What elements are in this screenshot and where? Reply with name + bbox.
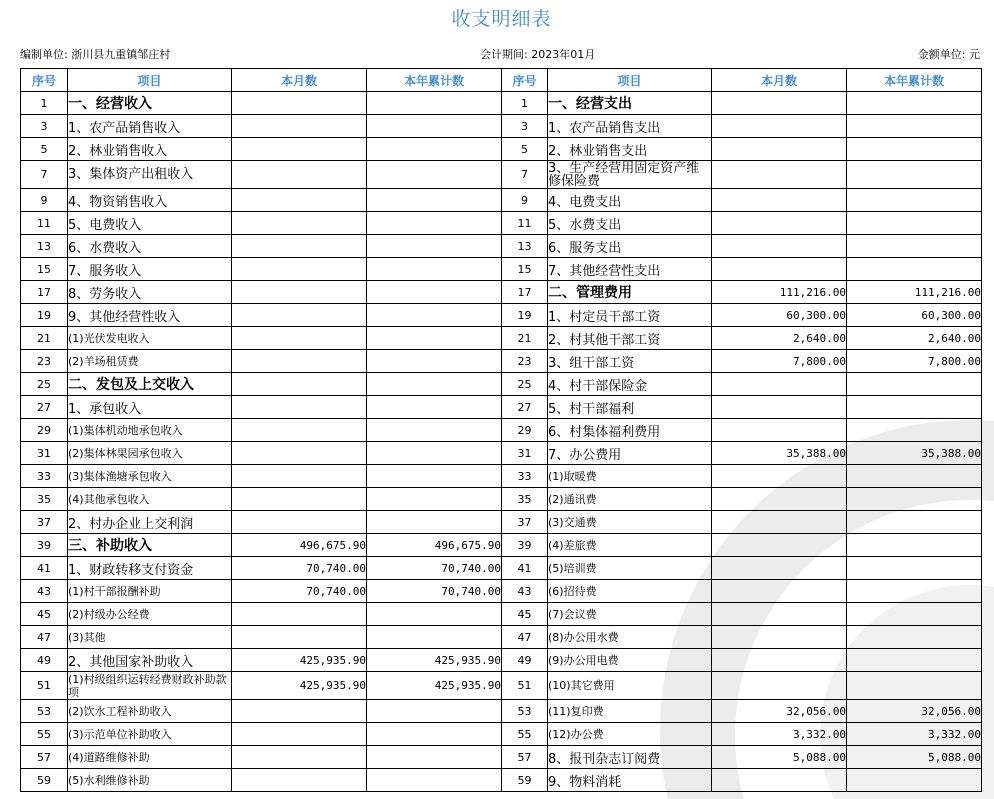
right-month-amount: 111,216.00 <box>712 281 847 304</box>
right-ytd-amount <box>847 373 982 396</box>
left-item-cell: (3)示范单位补助收入 <box>68 723 232 746</box>
table-row <box>21 115 982 138</box>
table-row <box>21 488 982 511</box>
right-month-amount <box>712 419 847 442</box>
right-seq-cell: 59 <box>502 769 548 792</box>
table-row <box>21 419 982 442</box>
left-seq-cell: 39 <box>21 534 68 557</box>
right-month-amount: 35,388.00 <box>712 442 847 465</box>
right-seq-cell: 31 <box>502 442 548 465</box>
left-ytd-amount <box>367 304 502 327</box>
right-ytd-amount: 111,216.00 <box>847 281 982 304</box>
left-item-cell: 2、其他国家补助收入 <box>68 649 232 672</box>
right-month-amount <box>712 138 847 161</box>
left-ytd-amount <box>367 488 502 511</box>
left-item-cell: 2、林业销售收入 <box>68 138 232 161</box>
right-seq-cell: 41 <box>502 557 548 580</box>
left-seq-cell: 57 <box>21 746 68 769</box>
right-month-amount <box>712 189 847 212</box>
right-ytd-amount <box>847 212 982 235</box>
table-row <box>21 672 982 700</box>
right-ytd-amount <box>847 511 982 534</box>
left-month-amount <box>232 746 367 769</box>
left-month-amount <box>232 769 367 792</box>
right-item-cell: 8、报刊杂志订阅费 <box>548 746 712 769</box>
right-ytd-amount <box>847 419 982 442</box>
left-item-cell: 一、经营收入 <box>68 92 232 115</box>
table-row <box>21 534 982 557</box>
left-month-amount <box>232 212 367 235</box>
table-row <box>21 235 982 258</box>
right-item-cell: (6)招待费 <box>548 580 712 603</box>
right-month-amount <box>712 649 847 672</box>
header-right-ytd: 本年累计数 <box>847 69 982 92</box>
left-seq-cell: 43 <box>21 580 68 603</box>
right-ytd-amount <box>847 580 982 603</box>
right-ytd-amount <box>847 92 982 115</box>
left-month-amount <box>232 327 367 350</box>
right-month-amount <box>712 603 847 626</box>
right-seq-cell: 19 <box>502 304 548 327</box>
right-month-amount: 7,800.00 <box>712 350 847 373</box>
right-seq-cell: 17 <box>502 281 548 304</box>
left-item-cell: (3)集体渔塘承包收入 <box>68 465 232 488</box>
right-item-cell: (4)差旅费 <box>548 534 712 557</box>
right-month-amount <box>712 212 847 235</box>
left-seq-cell: 29 <box>21 419 68 442</box>
accounting-period: 会计期间: 2023年01月 <box>480 48 596 61</box>
right-seq-cell: 39 <box>502 534 548 557</box>
left-item-cell: (2)村级办公经费 <box>68 603 232 626</box>
table-row <box>21 746 982 769</box>
right-ytd-amount <box>847 115 982 138</box>
left-seq-cell: 53 <box>21 700 68 723</box>
right-seq-cell: 47 <box>502 626 548 649</box>
left-month-amount <box>232 603 367 626</box>
left-item-cell: 8、劳务收入 <box>68 281 232 304</box>
left-seq-cell: 5 <box>21 138 68 161</box>
left-month-amount <box>232 115 367 138</box>
left-ytd-amount <box>367 769 502 792</box>
right-seq-cell: 9 <box>502 189 548 212</box>
left-ytd-amount <box>367 138 502 161</box>
right-item-cell: 5、水费支出 <box>548 212 712 235</box>
left-ytd-amount <box>367 258 502 281</box>
right-item-cell: (11)复印费 <box>548 700 712 723</box>
left-month-amount <box>232 281 367 304</box>
right-ytd-amount <box>847 534 982 557</box>
right-ytd-amount <box>847 769 982 792</box>
left-ytd-amount <box>367 603 502 626</box>
table-row <box>21 511 982 534</box>
right-month-amount <box>712 465 847 488</box>
right-ytd-amount <box>847 603 982 626</box>
left-seq-cell: 11 <box>21 212 68 235</box>
right-seq-cell: 27 <box>502 396 548 419</box>
left-month-amount <box>232 488 367 511</box>
right-seq-cell: 37 <box>502 511 548 534</box>
left-seq-cell: 35 <box>21 488 68 511</box>
left-item-cell: (5)水利维修补助 <box>68 769 232 792</box>
left-seq-cell: 31 <box>21 442 68 465</box>
right-month-amount: 3,332.00 <box>712 723 847 746</box>
left-ytd-amount <box>367 723 502 746</box>
left-seq-cell: 13 <box>21 235 68 258</box>
right-ytd-amount <box>847 189 982 212</box>
right-item-cell: 6、服务支出 <box>548 235 712 258</box>
right-seq-cell: 43 <box>502 580 548 603</box>
left-month-amount <box>232 396 367 419</box>
table-row <box>21 396 982 419</box>
right-item-cell: (7)会议费 <box>548 603 712 626</box>
right-ytd-amount <box>847 626 982 649</box>
right-item-cell: (1)取暖费 <box>548 465 712 488</box>
left-month-amount <box>232 373 367 396</box>
right-seq-cell: 49 <box>502 649 548 672</box>
left-month-amount <box>232 626 367 649</box>
left-seq-cell: 15 <box>21 258 68 281</box>
left-item-cell: 5、电费收入 <box>68 212 232 235</box>
left-month-amount <box>232 350 367 373</box>
right-item-cell: 4、村干部保险金 <box>548 373 712 396</box>
header-left-ytd: 本年累计数 <box>367 69 502 92</box>
left-seq-cell: 59 <box>21 769 68 792</box>
left-item-cell: (4)其他承包收入 <box>68 488 232 511</box>
left-seq-cell: 51 <box>21 672 68 700</box>
right-ytd-amount <box>847 235 982 258</box>
right-ytd-amount <box>847 649 982 672</box>
left-seq-cell: 55 <box>21 723 68 746</box>
left-ytd-amount <box>367 700 502 723</box>
left-item-cell: 三、补助收入 <box>68 534 232 557</box>
left-ytd-amount: 70,740.00 <box>367 580 502 603</box>
left-month-amount <box>232 419 367 442</box>
header-left-item: 项目 <box>68 69 232 92</box>
right-month-amount <box>712 373 847 396</box>
left-seq-cell: 23 <box>21 350 68 373</box>
left-ytd-amount: 425,935.90 <box>367 672 502 700</box>
right-seq-cell: 57 <box>502 746 548 769</box>
right-seq-cell: 29 <box>502 419 548 442</box>
right-ytd-amount <box>847 465 982 488</box>
right-ytd-amount: 35,388.00 <box>847 442 982 465</box>
right-month-amount <box>712 580 847 603</box>
table-row <box>21 373 982 396</box>
table-row <box>21 212 982 235</box>
right-month-amount: 32,056.00 <box>712 700 847 723</box>
table-row <box>21 442 982 465</box>
left-month-amount: 425,935.90 <box>232 672 367 700</box>
left-ytd-amount <box>367 327 502 350</box>
right-month-amount: 60,300.00 <box>712 304 847 327</box>
left-seq-cell: 17 <box>21 281 68 304</box>
right-seq-cell: 53 <box>502 700 548 723</box>
right-item-cell: (10)其它费用 <box>548 672 712 700</box>
right-item-cell: 9、物料消耗 <box>548 769 712 792</box>
right-item-cell: 5、村干部福利 <box>548 396 712 419</box>
right-month-amount <box>712 488 847 511</box>
left-seq-cell: 19 <box>21 304 68 327</box>
left-ytd-amount <box>367 511 502 534</box>
table-row <box>21 281 982 304</box>
table-row <box>21 327 982 350</box>
right-seq-cell: 51 <box>502 672 548 700</box>
right-seq-cell: 15 <box>502 258 548 281</box>
table-row <box>21 161 982 189</box>
left-item-cell: 9、其他经营性收入 <box>68 304 232 327</box>
right-item-cell: 3、生产经营用固定资产维修保险费 <box>548 161 712 189</box>
table-row <box>21 92 982 115</box>
left-ytd-amount: 496,675.90 <box>367 534 502 557</box>
left-month-amount: 425,935.90 <box>232 649 367 672</box>
left-seq-cell: 37 <box>21 511 68 534</box>
left-item-cell: (2)饮水工程补助收入 <box>68 700 232 723</box>
right-ytd-amount <box>847 161 982 189</box>
left-item-cell: (1)光伏发电收入 <box>68 327 232 350</box>
right-month-amount <box>712 534 847 557</box>
left-month-amount: 496,675.90 <box>232 534 367 557</box>
right-item-cell: 7、其他经营性支出 <box>548 258 712 281</box>
left-seq-cell: 3 <box>21 115 68 138</box>
left-item-cell: (3)其他 <box>68 626 232 649</box>
right-month-amount <box>712 557 847 580</box>
left-ytd-amount <box>367 281 502 304</box>
left-ytd-amount <box>367 626 502 649</box>
right-ytd-amount <box>847 138 982 161</box>
left-seq-cell: 7 <box>21 161 68 189</box>
table-body <box>21 92 982 792</box>
table-row <box>21 769 982 792</box>
left-month-amount <box>232 723 367 746</box>
right-month-amount <box>712 92 847 115</box>
left-item-cell: 二、发包及上交收入 <box>68 373 232 396</box>
right-ytd-amount <box>847 557 982 580</box>
left-month-amount <box>232 304 367 327</box>
right-item-cell: 4、电费支出 <box>548 189 712 212</box>
right-month-amount <box>712 626 847 649</box>
right-ytd-amount: 5,088.00 <box>847 746 982 769</box>
left-ytd-amount <box>367 465 502 488</box>
right-item-cell: 二、管理费用 <box>548 281 712 304</box>
right-item-cell: (2)通讯费 <box>548 488 712 511</box>
left-item-cell: (1)村级组织运转经费财政补助款项 <box>68 672 232 700</box>
left-month-amount <box>232 442 367 465</box>
right-ytd-amount <box>847 488 982 511</box>
left-ytd-amount <box>367 373 502 396</box>
left-ytd-amount <box>367 396 502 419</box>
table-row <box>21 626 982 649</box>
right-month-amount: 2,640.00 <box>712 327 847 350</box>
right-ytd-amount <box>847 396 982 419</box>
right-seq-cell: 1 <box>502 92 548 115</box>
left-seq-cell: 45 <box>21 603 68 626</box>
left-item-cell: (4)道路维修补助 <box>68 746 232 769</box>
left-item-cell: 6、水费收入 <box>68 235 232 258</box>
right-month-amount <box>712 161 847 189</box>
left-item-cell: 1、承包收入 <box>68 396 232 419</box>
right-item-cell: 2、林业销售支出 <box>548 138 712 161</box>
left-ytd-amount <box>367 350 502 373</box>
right-seq-cell: 21 <box>502 327 548 350</box>
right-seq-cell: 13 <box>502 235 548 258</box>
left-seq-cell: 49 <box>21 649 68 672</box>
left-seq-cell: 9 <box>21 189 68 212</box>
right-month-amount <box>712 511 847 534</box>
table-row <box>21 700 982 723</box>
right-ytd-amount: 32,056.00 <box>847 700 982 723</box>
right-seq-cell: 33 <box>502 465 548 488</box>
right-item-cell: (9)办公用电费 <box>548 649 712 672</box>
right-seq-cell: 11 <box>502 212 548 235</box>
right-item-cell: (3)交通费 <box>548 511 712 534</box>
table-row <box>21 649 982 672</box>
left-seq-cell: 21 <box>21 327 68 350</box>
left-ytd-amount <box>367 419 502 442</box>
right-seq-cell: 5 <box>502 138 548 161</box>
left-ytd-amount <box>367 746 502 769</box>
left-ytd-amount <box>367 92 502 115</box>
right-item-cell: 一、经营支出 <box>548 92 712 115</box>
reporting-unit: 编制单位: 浙川县九重镇邹庄村 <box>20 48 171 61</box>
right-month-amount <box>712 235 847 258</box>
right-ytd-amount: 7,800.00 <box>847 350 982 373</box>
left-month-amount <box>232 92 367 115</box>
right-ytd-amount: 60,300.00 <box>847 304 982 327</box>
right-seq-cell: 7 <box>502 161 548 189</box>
table-row <box>21 557 982 580</box>
right-month-amount: 5,088.00 <box>712 746 847 769</box>
table-row <box>21 580 982 603</box>
table-header-row <box>21 69 982 92</box>
left-month-amount <box>232 235 367 258</box>
right-month-amount <box>712 769 847 792</box>
right-ytd-amount: 2,640.00 <box>847 327 982 350</box>
left-month-amount <box>232 161 367 189</box>
left-seq-cell: 1 <box>21 92 68 115</box>
right-item-cell: (8)办公用水费 <box>548 626 712 649</box>
right-ytd-amount <box>847 258 982 281</box>
table-row <box>21 465 982 488</box>
left-ytd-amount <box>367 212 502 235</box>
left-month-amount <box>232 700 367 723</box>
left-month-amount <box>232 511 367 534</box>
right-seq-cell: 35 <box>502 488 548 511</box>
right-ytd-amount: 3,332.00 <box>847 723 982 746</box>
right-seq-cell: 23 <box>502 350 548 373</box>
right-item-cell: 2、村其他干部工资 <box>548 327 712 350</box>
right-seq-cell: 55 <box>502 723 548 746</box>
left-ytd-amount <box>367 235 502 258</box>
right-seq-cell: 25 <box>502 373 548 396</box>
right-month-amount <box>712 258 847 281</box>
left-item-cell: (1)集体机动地承包收入 <box>68 419 232 442</box>
left-ytd-amount <box>367 161 502 189</box>
table-row <box>21 603 982 626</box>
table-row <box>21 189 982 212</box>
header-right-item: 项目 <box>548 69 712 92</box>
right-item-cell: (12)办公费 <box>548 723 712 746</box>
left-month-amount: 70,740.00 <box>232 580 367 603</box>
left-item-cell: 1、财政转移支付资金 <box>68 557 232 580</box>
left-item-cell: 2、村办企业上交利润 <box>68 511 232 534</box>
header-right-month: 本月数 <box>712 69 847 92</box>
income-expense-table <box>20 68 982 792</box>
right-month-amount <box>712 396 847 419</box>
header-left-month: 本月数 <box>232 69 367 92</box>
right-ytd-amount <box>847 672 982 700</box>
left-month-amount: 70,740.00 <box>232 557 367 580</box>
right-month-amount <box>712 115 847 138</box>
left-ytd-amount <box>367 115 502 138</box>
right-item-cell: 7、办公费用 <box>548 442 712 465</box>
left-seq-cell: 25 <box>21 373 68 396</box>
table-row <box>21 350 982 373</box>
header-left-seq: 序号 <box>21 69 68 92</box>
left-month-amount <box>232 258 367 281</box>
table-row <box>21 258 982 281</box>
right-item-cell: 1、农产品销售支出 <box>548 115 712 138</box>
report-title: 收支明细表 <box>451 8 552 30</box>
table-row <box>21 723 982 746</box>
left-ytd-amount <box>367 442 502 465</box>
right-month-amount <box>712 672 847 700</box>
left-month-amount <box>232 189 367 212</box>
currency-unit: 金额单位: 元 <box>917 48 980 61</box>
left-item-cell: (2)羊场租赁费 <box>68 350 232 373</box>
right-item-cell: (5)培训费 <box>548 557 712 580</box>
table-row <box>21 138 982 161</box>
right-seq-cell: 45 <box>502 603 548 626</box>
header-right-seq: 序号 <box>502 69 548 92</box>
left-seq-cell: 47 <box>21 626 68 649</box>
left-seq-cell: 33 <box>21 465 68 488</box>
left-ytd-amount: 70,740.00 <box>367 557 502 580</box>
left-month-amount <box>232 465 367 488</box>
left-ytd-amount <box>367 189 502 212</box>
left-month-amount <box>232 138 367 161</box>
right-item-cell: 3、组干部工资 <box>548 350 712 373</box>
left-item-cell: 3、集体资产出租收入 <box>68 161 232 189</box>
table-row <box>21 304 982 327</box>
left-seq-cell: 41 <box>21 557 68 580</box>
right-item-cell: 1、村定员干部工资 <box>548 304 712 327</box>
right-seq-cell: 3 <box>502 115 548 138</box>
left-item-cell: (1)村干部报酬补助 <box>68 580 232 603</box>
left-item-cell: 1、农产品销售收入 <box>68 115 232 138</box>
left-ytd-amount: 425,935.90 <box>367 649 502 672</box>
left-item-cell: (2)集体林果园承包收入 <box>68 442 232 465</box>
left-seq-cell: 27 <box>21 396 68 419</box>
right-item-cell: 6、村集体福利费用 <box>548 419 712 442</box>
left-item-cell: 7、服务收入 <box>68 258 232 281</box>
left-item-cell: 4、物资销售收入 <box>68 189 232 212</box>
